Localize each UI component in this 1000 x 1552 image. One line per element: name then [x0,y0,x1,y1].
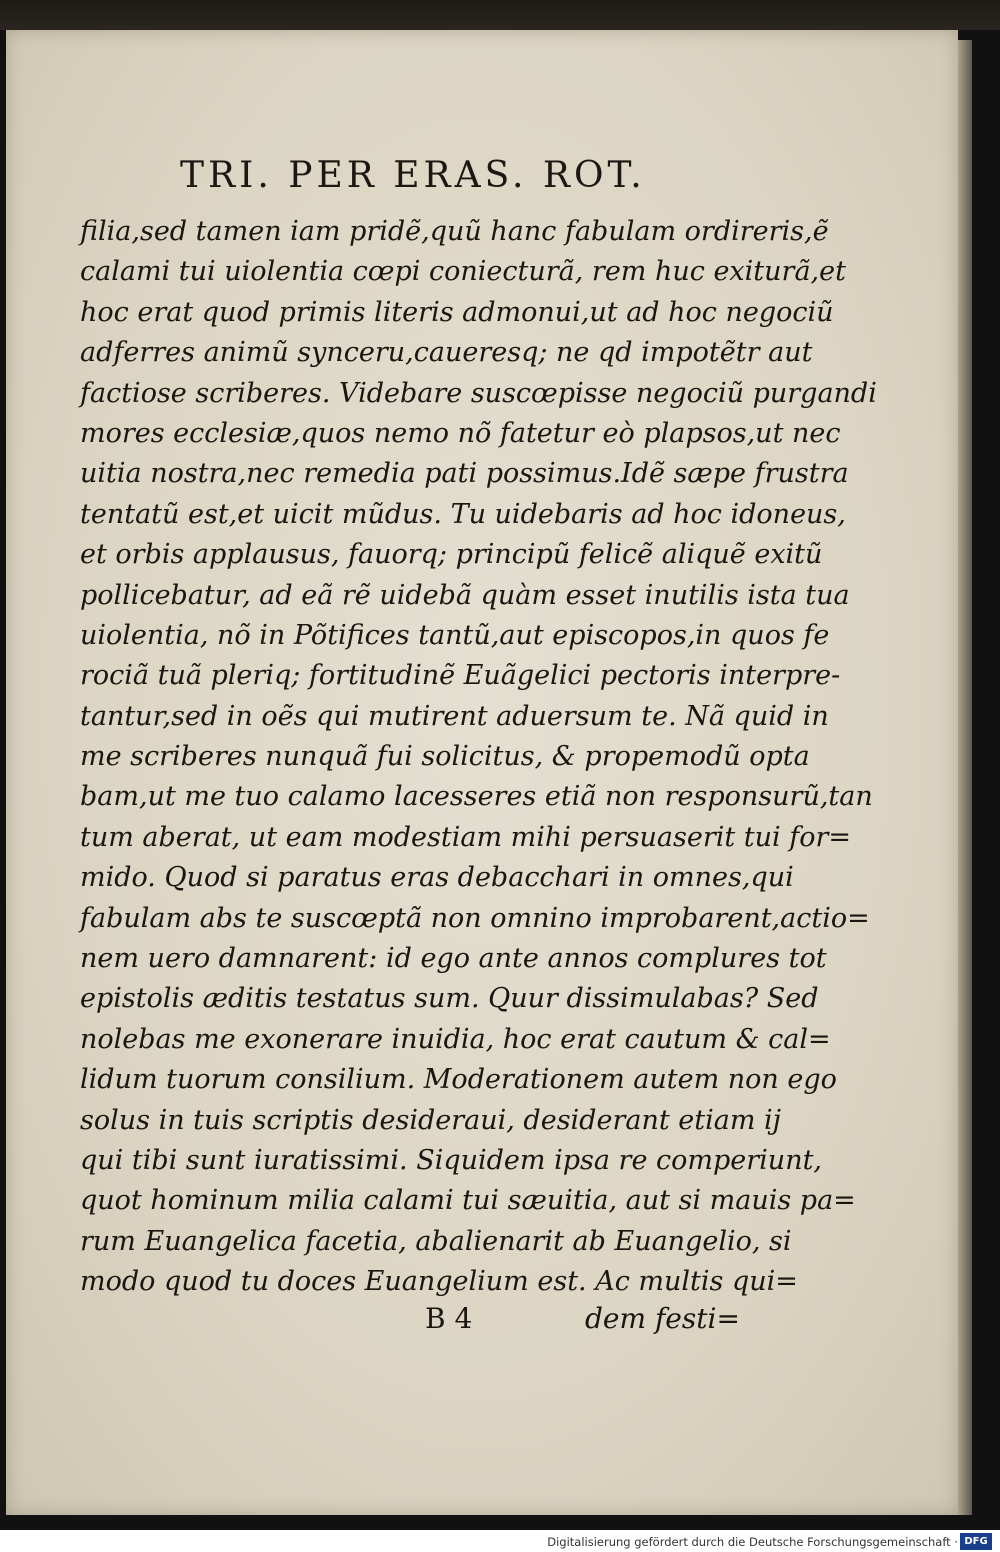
text-line: nolebas me exonerare inuidia, hoc erat cautum & cal= [80,1023,831,1055]
text-line: fabulam abs te suscœptã non omnino improbarent,actio= [80,902,870,934]
text-line: nem uero damnarent: id ego ante annos complures tot [80,943,827,975]
text-line: rum Euangelica facetia, abalienarit ab Euangelio, si [80,1225,792,1257]
dfg-logo: DFG [960,1533,992,1550]
text-line: tum aberat, ut eam modestiam mihi persuaserit tui for= [80,821,852,853]
text-line: tantur,sed in oẽs qui mutirent aduersum te. Nã quid in [80,700,829,732]
text-line: modo quod tu doces Euangelium est. Ac multis qui= [80,1266,798,1298]
text-line: factiose scriberes. Videbare suscœpisse negociũ purgandi [80,377,877,409]
funding-credit: Digitalisierung gefördert durch die Deutsche Forschungsgemeinschaft · [547,1535,958,1549]
text-line: uitia nostra,nec remedia pati possimus.Idẽ sæpe frustra [80,458,849,490]
text-line: filia,sed tamen iam pridẽ,quũ hanc fabulam ordireris,ẽ [80,216,829,247]
text-line: tentatũ est,et uicit mũdus. Tu uidebaris ad hoc idoneus, [80,498,846,530]
text-line: calami tui uiolentia cœpi coniecturã, rem huc exiturã,et [80,256,846,288]
body-text [80,212,877,1303]
text-line: bam,ut me tuo calamo lacesseres etiã non responsurũ,tan [80,781,873,813]
catchword: dem festi= [585,1302,740,1335]
text-line: solus in tuis scriptis desideraui, desiderant etiam ij [80,1104,782,1136]
text-line: lidum tuorum consilium. Moderationem autem non ego [80,1064,837,1096]
text-line: epistolis æditis testatus sum. Quur dissimulabas? Sed [80,983,819,1015]
text-line: adferres animũ synceru,caueresq; ne qd impotẽtr aut [80,337,813,369]
text-line: rociã tuã pleriq; fortitudinẽ Euãgelici pectoris interpre- [80,660,841,692]
text-line: qui tibi sunt iuratissimi. Siquidem ipsa re comperiunt, [80,1144,823,1176]
text-line: mores ecclesiæ,quos nemo nõ fatetur eò plapsos,ut nec [80,417,841,449]
text-line: uiolentia, nõ in Põtifices tantũ,aut episcopos,in quos fe [80,619,830,651]
text-line: pollicebatur, ad eã rẽ uidebã quàm esset inutilis ista tua [80,579,850,611]
text-line: et orbis applausus, fauorq; principũ felicẽ aliquẽ exitũ [80,539,823,571]
signature-mark: B 4 [425,1302,473,1335]
text-line: hoc erat quod primis literis admonui,ut ad hoc negociũ [80,296,834,328]
text-line: quot hominum milia calami tui sæuitia, aut si mauis pa= [80,1185,856,1217]
running-head: TRI. PER ERAS. ROT. [180,155,646,196]
scan-top-edge [0,0,1000,30]
text-line: me scriberes nunquã fui solicitus, & propemodũ opta [80,741,810,773]
text-line: mido. Quod si paratus eras debacchari in omnes,qui [80,862,794,894]
